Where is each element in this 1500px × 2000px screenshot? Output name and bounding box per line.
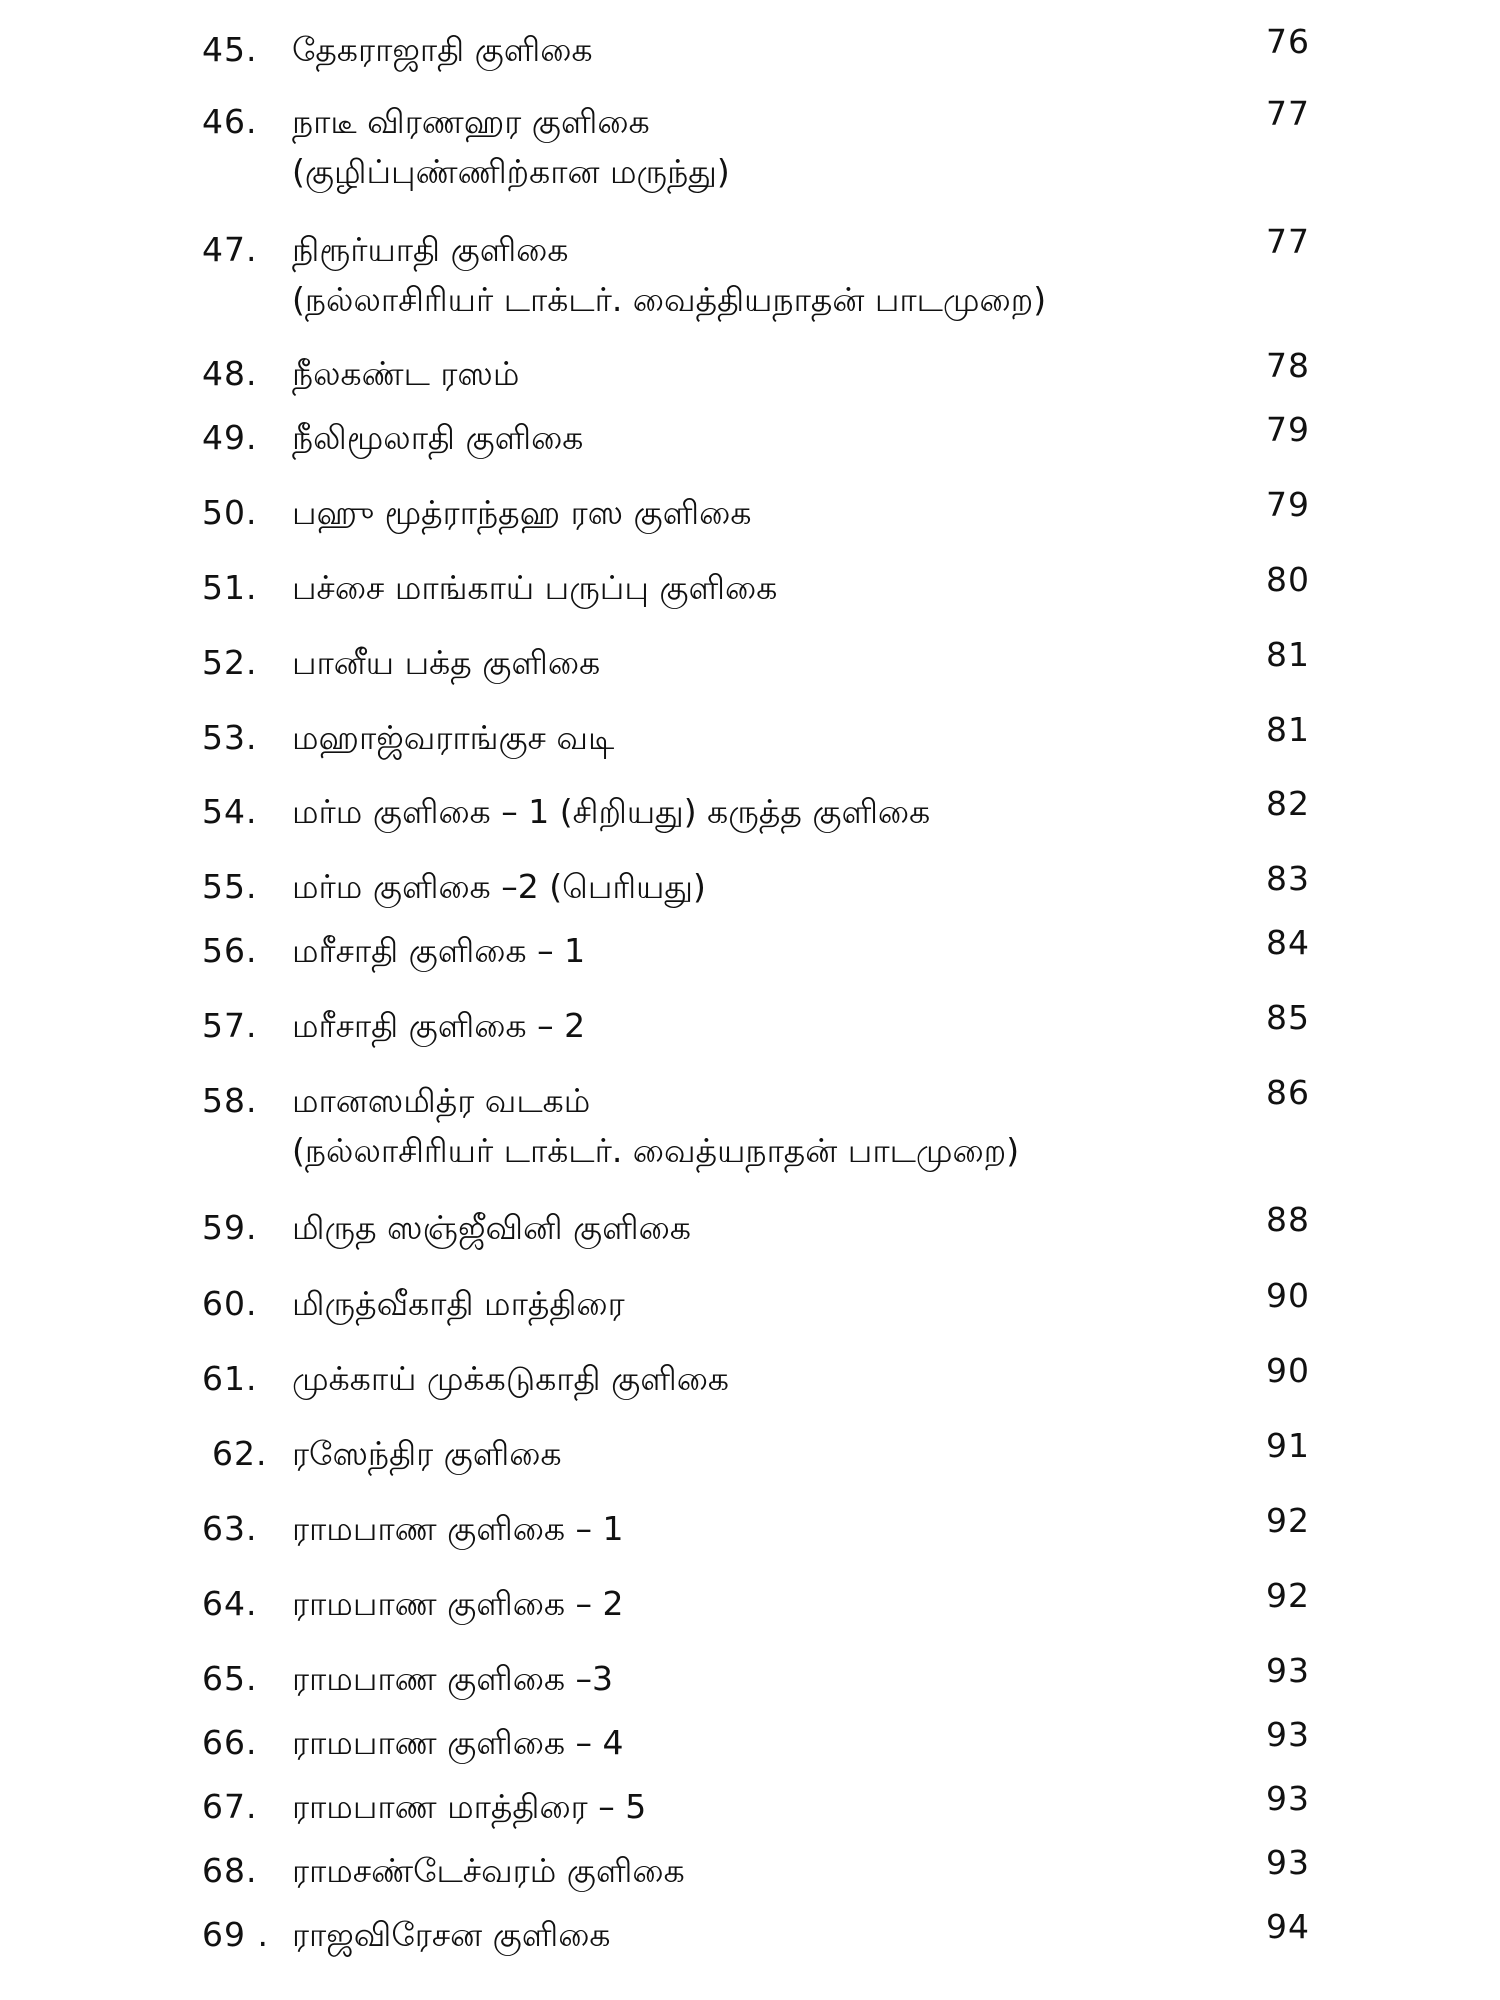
entry-number: 58.: [202, 1081, 258, 1120]
entry-title: மஹாஜ்வராங்குச வடி: [292, 718, 615, 757]
entry-page-number: 79: [1266, 485, 1310, 524]
entry-title: மானஸமித்ர வடகம்: [292, 1081, 591, 1120]
entry-number: 59.: [202, 1208, 258, 1247]
entry-title: மரீசாதி குளிகை – 2: [292, 1006, 586, 1045]
entry-page-number: 84: [1266, 923, 1310, 962]
entry-page-number: 93: [1266, 1651, 1310, 1690]
entry-number: 66.: [202, 1723, 258, 1762]
entry-page-number: 92: [1266, 1576, 1310, 1615]
entry-number: 46.: [202, 102, 258, 141]
entry-page-number: 90: [1266, 1351, 1310, 1390]
entry-title: மரீசாதி குளிகை – 1: [292, 931, 586, 970]
entry-title: மர்ம குளிகை – 1 (சிறியது) கருத்த குளிகை: [292, 792, 931, 831]
entry-title: பச்சை மாங்காய் பருப்பு குளிகை: [292, 568, 778, 607]
entry-subtitle: (நல்லாசிரியர் டாக்டர். வைத்தியநாதன் பாடமுறை): [292, 280, 1047, 319]
entry-title: மிருத ஸஞ்ஜீவினி குளிகை: [292, 1208, 691, 1247]
entry-number: 57.: [202, 1006, 258, 1045]
entry-title: ராமபாண குளிகை – 2: [292, 1584, 624, 1623]
entry-number: 60.: [202, 1284, 258, 1323]
entry-number: 53.: [202, 718, 258, 757]
entry-page-number: 86: [1266, 1073, 1310, 1112]
entry-page-number: 82: [1266, 784, 1310, 823]
entry-title: முக்காய் முக்கடுகாதி குளிகை: [292, 1359, 730, 1398]
entry-number: 50.: [202, 493, 258, 532]
entry-page-number: 93: [1266, 1715, 1310, 1754]
entry-page-number: 91: [1266, 1426, 1310, 1465]
entry-title: பஹு மூத்ராந்தஹ ரஸ குளிகை: [292, 493, 752, 532]
entry-page-number: 90: [1266, 1276, 1310, 1315]
entry-number: 55.: [202, 867, 258, 906]
entry-page-number: 81: [1266, 635, 1310, 674]
entry-number: 47.: [202, 230, 258, 269]
entry-page-number: 92: [1266, 1501, 1310, 1540]
entry-title: ராமபாண குளிகை – 1: [292, 1509, 624, 1548]
entry-number: 64.: [202, 1584, 258, 1623]
entry-number: 48.: [202, 354, 258, 393]
entry-number: 68.: [202, 1851, 258, 1890]
entry-title: ராமபாண குளிகை –3: [292, 1659, 614, 1698]
entry-page-number: 80: [1266, 560, 1310, 599]
entry-title: நீலகண்ட ரஸம்: [292, 354, 520, 393]
entry-title: ராமபாண குளிகை – 4: [292, 1723, 624, 1762]
entry-number: 69 .: [202, 1915, 269, 1954]
entry-page-number: 85: [1266, 998, 1310, 1037]
entry-page-number: 88: [1266, 1200, 1310, 1239]
entry-page-number: 76: [1266, 22, 1310, 61]
entry-page-number: 81: [1266, 710, 1310, 749]
entry-number: 61.: [202, 1359, 258, 1398]
entry-title: நாடீ விரணஹர குளிகை: [292, 102, 650, 141]
entry-title: மர்ம குளிகை –2 (பெரியது): [292, 867, 706, 906]
entry-page-number: 78: [1266, 346, 1310, 385]
entry-number: 56.: [202, 931, 258, 970]
entry-title: ரஸேந்திர குளிகை: [292, 1434, 562, 1473]
entry-title: ராமபாண மாத்திரை – 5: [292, 1787, 647, 1826]
entry-title: ராஜவிரேசன குளிகை: [292, 1915, 611, 1954]
entry-title: மிருத்வீகாதி மாத்திரை: [292, 1284, 625, 1323]
entry-page-number: 93: [1266, 1843, 1310, 1882]
entry-number: 54.: [202, 792, 258, 831]
entry-title: நீலிமூலாதி குளிகை: [292, 418, 584, 457]
entry-subtitle: (குழிப்புண்ணிற்கான மருந்து): [292, 152, 730, 191]
entry-page-number: 93: [1266, 1779, 1310, 1818]
entry-number: 65.: [202, 1659, 258, 1698]
entry-number: 49.: [202, 418, 258, 457]
entry-page-number: 77: [1266, 94, 1310, 133]
entry-number: 45.: [202, 30, 258, 69]
entry-title: நிரூர்யாதி குளிகை: [292, 230, 569, 269]
entry-title: ராமசண்டேச்வரம் குளிகை: [292, 1851, 685, 1890]
entry-number: 51.: [202, 568, 258, 607]
entry-number: 62.: [212, 1434, 268, 1473]
entry-page-number: 83: [1266, 859, 1310, 898]
entry-page-number: 79: [1266, 410, 1310, 449]
entry-number: 63.: [202, 1509, 258, 1548]
entry-title: தேகராஜாதி குளிகை: [292, 30, 593, 69]
entry-page-number: 94: [1266, 1907, 1310, 1946]
entry-subtitle: (நல்லாசிரியர் டாக்டர். வைத்யநாதன் பாடமுறை): [292, 1131, 1020, 1170]
entry-title: பானீய பக்த குளிகை: [292, 643, 601, 682]
entry-page-number: 77: [1266, 222, 1310, 261]
entry-number: 67.: [202, 1787, 258, 1826]
entry-number: 52.: [202, 643, 258, 682]
